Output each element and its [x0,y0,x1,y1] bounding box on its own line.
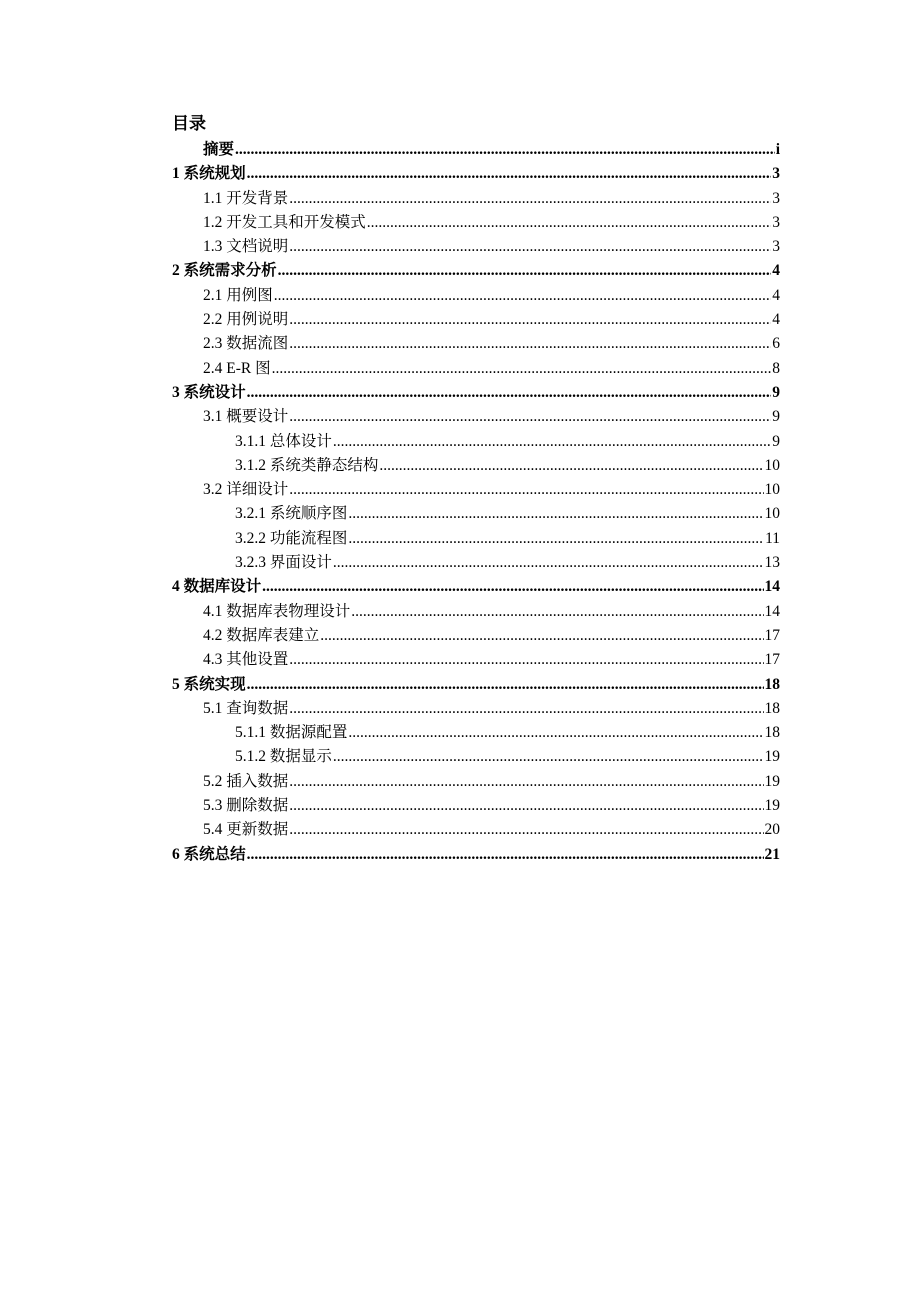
toc-entry[interactable] [172,138,780,162]
toc-dot-leader [351,600,763,624]
toc-entry-title: 1.3 文档说明 [203,238,289,256]
toc-entry-title: 5.1 查询数据 [203,699,289,717]
toc-dot-leader [289,332,771,356]
toc-entry[interactable] [172,430,780,454]
toc-entry-title: 5.2 插入数据 [203,772,289,790]
toc-entry-title: 3.1.1 总体设计 [235,432,332,450]
toc-entry[interactable] [172,235,780,259]
toc-entry-title: 4.2 数据库表建立 [203,626,320,644]
toc-entry[interactable] [172,745,780,769]
toc-entry[interactable] [172,332,780,356]
toc-entry-title: 3.2.3 界面设计 [235,554,332,572]
toc-entry-title: 2 系统需求分析 [172,262,277,280]
toc-entry-title: 3 系统设计 [172,383,246,401]
toc-entry[interactable] [172,697,780,721]
toc-entry-title: 3.2.1 系统顺序图 [235,505,348,523]
toc-entry[interactable] [172,405,780,429]
toc-entry-title: 1 系统规划 [172,165,246,183]
toc-dot-leader [235,138,775,162]
toc-entry[interactable] [172,551,780,575]
toc-entry-page-number: 14 [764,602,780,620]
toc-dot-leader [289,308,771,332]
toc-entry-page-number: 3 [772,238,780,256]
toc-dot-leader [289,235,771,259]
toc-entry[interactable] [172,648,780,672]
toc-entry-page-number: i [775,141,780,158]
toc-dot-leader [289,818,763,842]
toc-entry-page-number: 21 [764,845,780,863]
toc-entry[interactable] [172,357,780,381]
toc-entry-page-number: 4 [772,262,780,280]
toc-entry-title: 3.1.2 系统类静态结构 [235,456,379,474]
toc-entry-title: 2.3 数据流图 [203,335,289,353]
toc-entry-page-number: 10 [764,456,780,474]
toc-entry[interactable] [172,454,780,478]
toc-entry-page-number: 4 [772,286,780,304]
toc-dot-leader [272,357,772,381]
toc-entry-title: 5.1.2 数据显示 [235,748,332,766]
toc-dot-leader [333,745,764,769]
toc-entry-title: 5.4 更新数据 [203,821,289,839]
toc-entry[interactable] [172,478,780,502]
toc-entry-title: 5 系统实现 [172,675,246,693]
toc-entry[interactable] [172,527,780,551]
toc-dot-leader [247,162,772,186]
toc-dot-leader [289,478,763,502]
toc-dot-leader [278,259,772,283]
toc-dot-leader [289,187,771,211]
toc-entry[interactable] [172,770,780,794]
toc-entry[interactable] [172,162,780,186]
toc-entry-page-number: 8 [772,359,780,377]
toc-entry-page-number: 9 [772,383,780,401]
toc-entry-title: 摘要 [203,141,235,158]
toc-entry[interactable] [172,284,780,308]
toc-entry-page-number: 18 [764,675,780,693]
toc-entry-page-number: 4 [772,311,780,329]
toc-entry-title: 3.2 详细设计 [203,481,289,499]
toc-entry-page-number: 3 [772,165,780,183]
toc-dot-leader [247,381,772,405]
toc-entry[interactable] [172,259,780,283]
toc-dot-leader [289,405,771,429]
toc-dot-leader [274,284,771,308]
toc-entry[interactable] [172,600,780,624]
toc-dot-leader [379,454,763,478]
toc-entry-title: 2.2 用例说明 [203,311,289,329]
toc-entry-page-number: 17 [764,651,780,669]
toc-entry-title: 4 数据库设计 [172,578,262,596]
toc-entry-page-number: 9 [772,432,780,450]
toc-entry[interactable] [172,211,780,235]
toc-entry-page-number: 10 [764,481,780,499]
toc-dot-leader [289,697,763,721]
toc-entry-page-number: 10 [764,505,780,523]
toc-entry[interactable] [172,187,780,211]
toc-entry-page-number: 3 [772,213,780,231]
toc-list [172,138,780,867]
toc-entry[interactable] [172,624,780,648]
toc-entry-title: 4.1 数据库表物理设计 [203,602,351,620]
toc-dot-leader [333,551,764,575]
toc-entry-title: 3.2.2 功能流程图 [235,529,348,547]
toc-entry-page-number: 19 [764,748,780,766]
toc-entry-title: 4.3 其他设置 [203,651,289,669]
toc-entry-title: 2.4 E-R 图 [203,359,271,377]
toc-entry-page-number: 18 [764,724,780,742]
toc-entry[interactable] [172,818,780,842]
toc-dot-leader [333,430,771,454]
toc-entry-title: 6 系统总结 [172,845,246,863]
toc-entry[interactable] [172,308,780,332]
toc-dot-leader [289,648,763,672]
toc-entry-page-number: 20 [764,821,780,839]
toc-entry[interactable] [172,673,780,697]
toc-entry-page-number: 13 [764,554,780,572]
toc-dot-leader [247,673,764,697]
toc-entry[interactable] [172,575,780,599]
toc-entry[interactable] [172,794,780,818]
toc-entry[interactable] [172,381,780,405]
toc-entry-title: 5.3 删除数据 [203,797,289,815]
toc-entry-page-number: 18 [764,699,780,717]
toc-entry[interactable] [172,721,780,745]
toc-entry-title: 1.2 开发工具和开发模式 [203,213,366,231]
toc-dot-leader [247,843,764,867]
toc-entry-title: 1.1 开发背景 [203,189,289,207]
toc-dot-leader [262,575,763,599]
toc-entry-page-number: 19 [764,797,780,815]
toc-entry[interactable] [172,502,780,526]
toc-dot-leader [348,527,764,551]
toc-dot-leader [348,502,763,526]
toc-dot-leader [367,211,771,235]
toc-entry-title: 3.1 概要设计 [203,408,289,426]
toc-dot-leader [289,770,763,794]
toc-entry-page-number: 17 [764,626,780,644]
toc-entry-page-number: 11 [765,529,780,547]
toc-entry-page-number: 6 [772,335,780,353]
toc-title: 目录 [172,114,206,133]
toc-entry[interactable] [172,843,780,867]
toc-entry-page-number: 9 [772,408,780,426]
toc-dot-leader [348,721,763,745]
toc-entry-title: 5.1.1 数据源配置 [235,724,348,742]
toc-dot-leader [320,624,763,648]
toc-entry-page-number: 19 [764,772,780,790]
toc-entry-page-number: 3 [772,189,780,207]
toc-entry-title: 2.1 用例图 [203,286,273,304]
toc-entry-page-number: 14 [764,578,780,596]
toc-dot-leader [289,794,763,818]
